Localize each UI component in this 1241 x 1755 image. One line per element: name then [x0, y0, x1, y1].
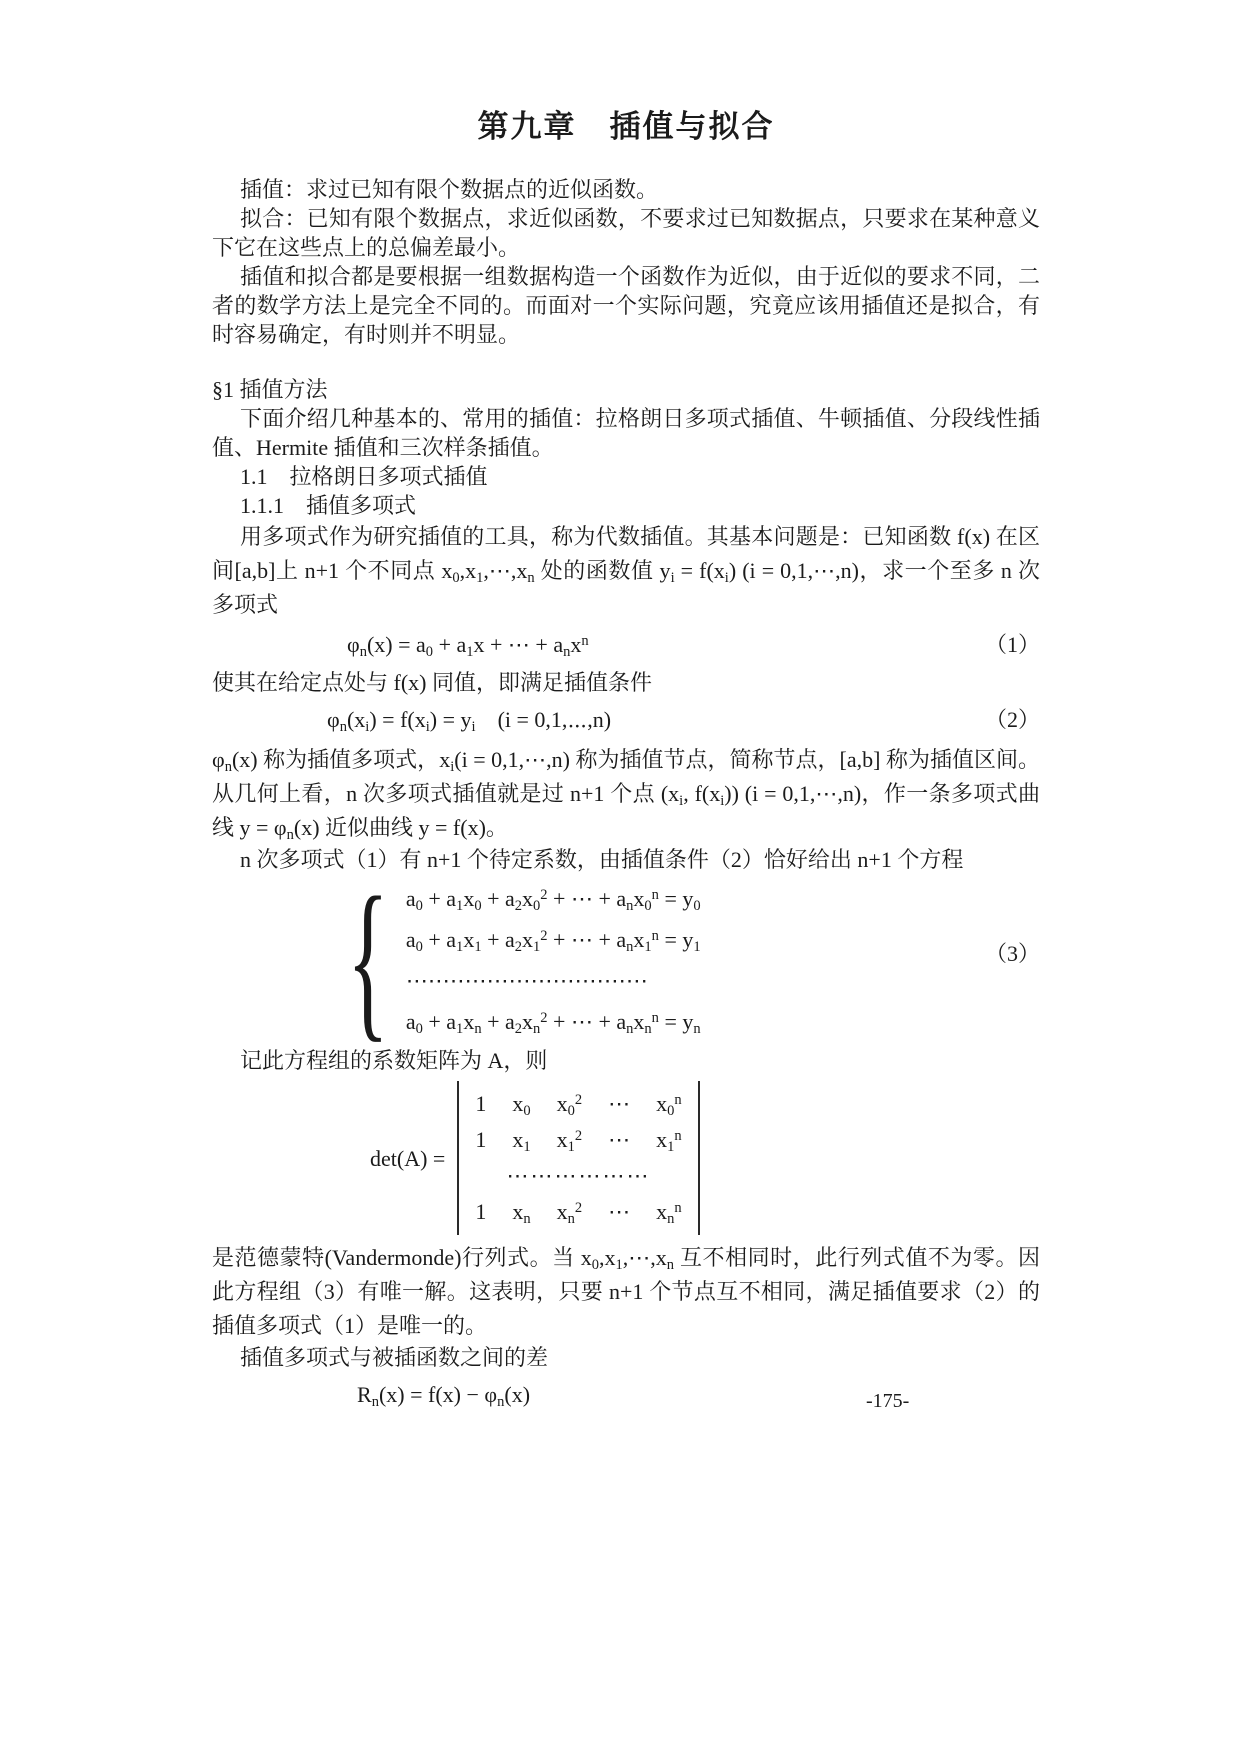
system-line-3: $a_0 + a_1x_n + a_2x_n^2$ + ⋯ + $a_nx_n^n = y_n$ — [405, 1009, 701, 1038]
equation-2-number: （2） — [984, 707, 1040, 732]
page-number: -175- — [866, 1390, 910, 1412]
matrix-cell: $x_1^2$ — [556, 1127, 583, 1156]
equation-1 — [212, 624, 1040, 666]
matrix-cell: $x_1^n$ — [656, 1127, 682, 1156]
blank-line — [212, 349, 1040, 375]
coefficient-matrix-lead: 记此方程组的系数矩阵为 A，则 — [240, 1048, 548, 1073]
matrix-cell: $x_0^2$ — [556, 1091, 583, 1120]
left-brace: { — [347, 861, 389, 1058]
det-label: det(A) = — [370, 1145, 446, 1171]
system-line-dots: ⋯⋯⋯⋯⋯⋯⋯⋯⋯⋯⋯ — [405, 968, 648, 993]
vandermonde-matrix — [457, 1081, 699, 1235]
equation-3-number: （3） — [984, 941, 1040, 966]
determinant-block — [370, 1081, 1040, 1235]
matrix-cell: $x_n$ — [512, 1199, 531, 1228]
matrix-dots-row: ⋯⋯⋯⋯⋯⋯ — [506, 1163, 651, 1188]
matrix-cell: ⋯ — [608, 1091, 631, 1116]
system-equations — [406, 878, 701, 1042]
matrix-cell: 1 — [475, 1091, 487, 1116]
intro-paragraph-3: 插值和拟合都是要根据一组数据构造一个函数作为近似，由于近似的要求不同，二者的数学方法上是完全不同的。而面对一个实际问题，究竟应该用插值还是拟合，有时容易确定，有时则并不明显。 — [212, 264, 1040, 347]
system-line-2: $a_0 + a_1x_1 + a_2x_1^2$ + ⋯ + $a_nx_1^n = y_1$ — [405, 927, 701, 956]
equation-remainder-body: $R_n(x) = f(x) - \varphi_n(x)$ — [357, 1382, 531, 1411]
matrix-cell: $x_1$ — [512, 1127, 531, 1156]
interpolation-condition-lead: 使其在给定点处与 f(x) 同值，即满足插值条件 — [212, 670, 652, 695]
matrix-cell: $x_0$ — [512, 1091, 531, 1120]
remainder-lead-paragraph: 插值多项式与被插函数之间的差 — [240, 1345, 549, 1370]
system-line-1: $a_0 + a_1x_0 + a_2x_0^2$ + ⋯ + $a_nx_0^n = y_0$ — [405, 886, 701, 915]
text-column — [212, 109, 1041, 1418]
equation-1-number: （1） — [984, 632, 1040, 657]
chapter-title: 第九章 插值与拟合 — [477, 109, 775, 144]
section-1-heading: §1 插值方法 — [212, 377, 328, 402]
subsection-1-1-1-heading: 1.1.1 插值多项式 — [240, 493, 417, 518]
matrix-cell: ⋯ — [608, 1199, 631, 1224]
matrix-cell: ⋯ — [608, 1127, 631, 1152]
matrix-cell: $x_0^n$ — [656, 1091, 682, 1120]
intro-paragraph-1: 插值：求过已知有限个数据点的近似函数。 — [240, 177, 659, 202]
subsection-1-1-heading: 1.1 拉格朗日多项式插值 — [240, 464, 488, 489]
matrix-cell: $x_n^n$ — [656, 1199, 682, 1228]
basic-problem-paragraph: 用多项式作为研究插值的工具，称为代数插值。其基本问题是：已知函数 f(x) 在区间[a,b]上 n+1 个不同点 $x_0,x_1,\cdots,x_n$ 处的函数值 $y_i = f(x_i) (i$ = 0,1,⋯,n)，求一个至多 n 次多项式 — [212, 524, 1040, 617]
intro-paragraph-2: 拟合：已知有限个数据点，求近似函数，不要求过已知数据点，只要求在某种意义下它在这些点上的总偏差最小。 — [212, 206, 1040, 260]
matrix-cell: 1 — [475, 1127, 487, 1152]
equation-2 — [212, 699, 1040, 741]
nodes-definition-paragraph: $\varphi_n(x)$ 称为插值多项式，$x_i(i$ = 0,1,⋯,n) 称为插值节点，简称节点，[a,b] 称为插值区间。从几何上看，n 次多项式插值就是过 n+1 个点 ($x_i$, $f(x_i)$) (i = 0,1,⋯,n)，作一条多项式曲线 $y = \varphi_n(x)$ 近似曲线 y = f(x)。 — [212, 747, 1041, 844]
matrix-cell: $x_n^2$ — [556, 1199, 583, 1228]
equation-system-3 — [330, 861, 1040, 1058]
matrix-cell: 1 — [475, 1199, 487, 1224]
vandermonde-paragraph: 是范德蒙特(Vandermonde)行列式。当 $x_0,x_1,\cdots,x_n$ 互不相同时，此行列式值不为零。因此方程组（3）有唯一解。这表明，只要 n+1 个节点互不相同，满足插值要求（2）的插值多项式（1）是唯一的。 — [212, 1245, 1040, 1338]
section-overview-paragraph: 下面介绍几种基本的、常用的插值：拉格朗日多项式插值、牛顿插值、分段线性插值、Hermite 插值和三次样条插值。 — [212, 406, 1040, 460]
equation-remainder — [212, 1374, 1040, 1416]
equation-2-body: $\varphi_n(x_i) = f(x_i) = y_i$ (i = 0,1,⋯,n) — [327, 707, 612, 736]
equation-1-body: $\varphi_n(x) = a_0 + a_1x$ + ⋯ + $a_nx^n$ — [347, 632, 589, 661]
coefficients-paragraph: n 次多项式（1）有 n+1 个待定系数，由插值条件（2）恰好给出 n+1 个方程 — [240, 847, 964, 872]
